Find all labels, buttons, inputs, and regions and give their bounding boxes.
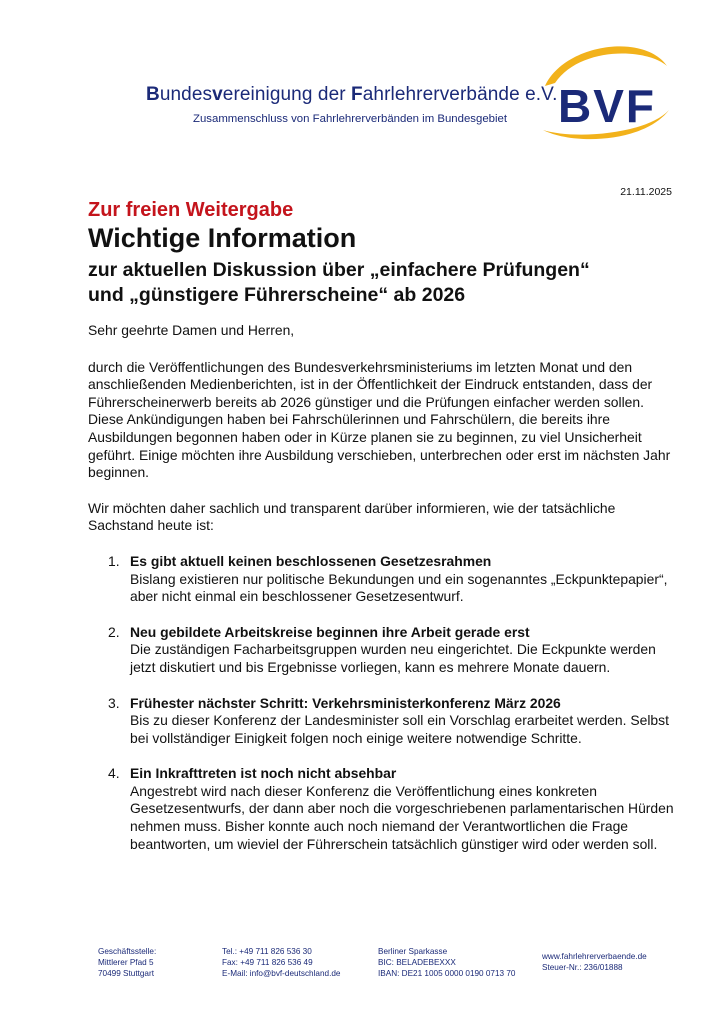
footer-website-link[interactable]: www.fahrlehrerverbaende.de: [542, 952, 647, 961]
org-name-part: ereinigung der: [222, 84, 352, 105]
footer-bank: [378, 946, 515, 979]
logo-text: BVF: [558, 80, 656, 132]
lead-in-paragraph: Wir möchten daher sachlich und transparent darüber informieren, wie der tatsächliche Sachstand heute ist:: [88, 499, 616, 534]
point-number: 3.: [108, 694, 120, 711]
point-text: Bislang existieren nur politische Bekundungen und ein sogenanntes „Eckpunktepapier“, aber nicht einmal ein beschlossener Gesetzesentwurf.: [130, 570, 668, 605]
letter-body: [88, 322, 678, 871]
intro-paragraph: durch die Veröffentlichungen des Bundesverkehrsministeriums im letzten Monat und den anschließenden Medienberichten, ist in der Öffentlichkeit der Eindruck entstanden, dass der Führerscheinerwerb bereits ab 2026 günstiger und die Prüfungen einfacher werden sollen. Diese Ankündigungen haben bei Fahrschülerinnen und Fahrschülern, die bereits ihre Ausbildungen begonnen haben oder in Kürze planen sie zu beginnen, zu viel Unsicherheit geführt. Einige möchten ihre Ausbildung verschieben, unterbrechen oder erst im nächsten Jahr beginnen.: [88, 358, 671, 481]
org-name-part: v: [212, 84, 223, 105]
point-number: 4.: [108, 765, 120, 782]
status-points-list: [88, 553, 678, 853]
footer-line: 70499 Stuttgart: [98, 969, 154, 978]
page-subtitle: [88, 258, 688, 308]
list-item: [88, 695, 678, 748]
point-text: Die zuständigen Facharbeitsgruppen wurden neu eingerichtet. Die Eckpunkte werden jetzt diskutiert und bis Ergebnisse vorliegen, kann es mehrere Monate dauern.: [130, 641, 656, 675]
point-number: 1.: [108, 552, 120, 569]
point-text: Bis zu dieser Konferenz der Landesminister soll ein Vorschlag erarbeitet werden. Selbst bei vollständiger Einigkeit folgen noch einige weitere notwendige Schritte.: [130, 712, 669, 746]
list-item: [88, 553, 678, 606]
footer-phone: Tel.: +49 711 826 536 30: [222, 947, 312, 956]
subtitle-line: und „günstigere Führerscheine“ ab 2026: [88, 284, 466, 306]
point-number: 2.: [108, 623, 120, 640]
page-title: Wichtige Information: [88, 223, 357, 253]
org-name-part: undes: [159, 84, 213, 105]
org-name-part: B: [146, 84, 160, 105]
footer-line: Mittlerer Pfad 5: [98, 958, 154, 967]
list-item: [88, 765, 678, 853]
footer-tax-number: Steuer-Nr.: 236/01888: [542, 963, 623, 972]
footer-fax: Fax: +49 711 826 536 49: [222, 958, 313, 967]
point-text: Angestrebt wird nach dieser Konferenz die Veröffentlichung eines konkreten Gesetzesentwurfs, der dann aber noch die vorgeschriebenen parlamentarischen Hürden nehmen muss. Bisher konnte auch noch niemand der Verantwortlichen die Frage beantworten, um wieviel der Führerschein tatsächlich günstiger wird oder werden soll.: [130, 782, 674, 852]
footer-contact: [222, 946, 340, 979]
organization-subtitle: Zusammenschluss von Fahrlehrerverbänden im Bundesgebiet: [193, 113, 508, 125]
letter-date: 21.11.2025: [620, 186, 672, 198]
point-title: Frühester nächster Schritt: Verkehrsministerkonferenz März 2026: [130, 694, 561, 711]
point-title: Es gibt aktuell keinen beschlossenen Gesetzesrahmen: [130, 552, 492, 569]
distribution-note: Zur freien Weitergabe: [88, 199, 294, 221]
footer-line: Berliner Sparkasse: [378, 947, 448, 956]
bvf-logo: [535, 38, 675, 148]
point-title: Neu gebildete Arbeitskreise beginnen ihre Arbeit gerade erst: [130, 623, 530, 640]
footer-line: Geschäftsstelle:: [98, 947, 157, 956]
list-item: [88, 624, 678, 677]
organization-name: [146, 84, 558, 106]
footer-line: BIC: BELADEBEXXX: [378, 958, 456, 967]
org-name-part: ahrlehrerverbände e.V.: [362, 84, 558, 105]
footer-email[interactable]: E-Mail: info@bvf-deutschland.de: [222, 969, 341, 978]
footer-address: [98, 946, 156, 979]
point-title: Ein Inkrafttreten ist noch nicht absehbar: [130, 765, 397, 782]
footer-web: [542, 951, 647, 973]
org-name-part: F: [351, 84, 363, 105]
subtitle-line: zur aktuellen Diskussion über „einfachere Prüfungen“: [88, 259, 590, 281]
footer-line: IBAN: DE21 1005 0000 0190 0713 70: [378, 969, 516, 978]
greeting: Sehr geehrte Damen und Herren,: [88, 322, 295, 338]
